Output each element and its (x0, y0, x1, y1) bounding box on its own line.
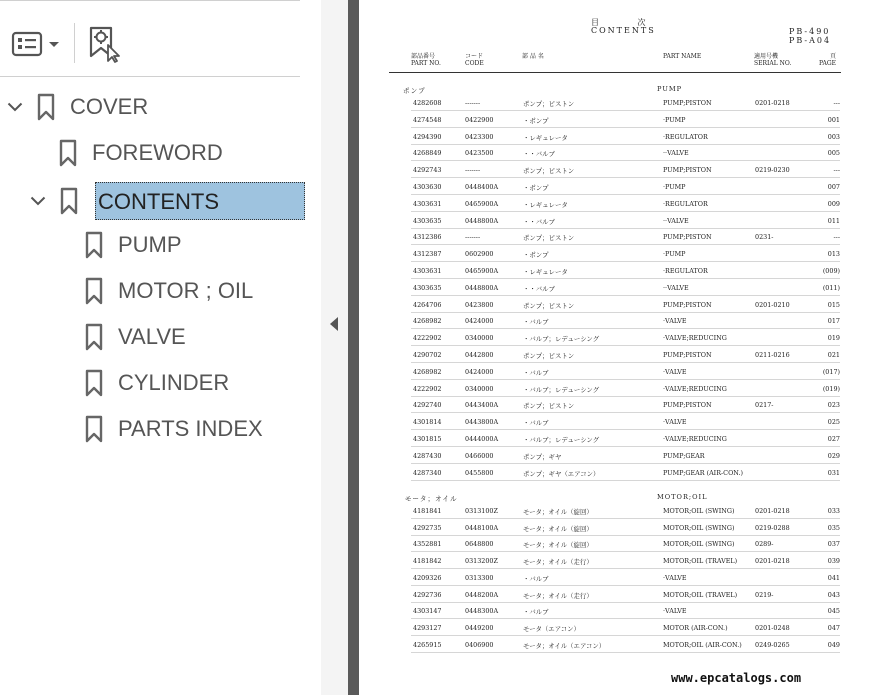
page-cell: 025 (827, 418, 840, 427)
table-row (411, 638, 840, 653)
section-heading: PUMP (657, 85, 683, 93)
page-cell: 001 (827, 115, 840, 124)
table-row (411, 365, 840, 380)
name-en-cell: ·VALVE (663, 418, 687, 427)
bookmark-label: MOTOR ; OIL (118, 278, 254, 303)
part-no-cell: 4301815 (413, 435, 442, 443)
code-cell: 0444000A (465, 435, 499, 443)
bookmark-label: VALVE (118, 324, 186, 349)
name-en-cell: ··VALVE (663, 149, 689, 158)
name-en-cell: PUMP;PISTON (663, 351, 712, 359)
find-current-bookmark-icon (86, 25, 122, 63)
name-jp-cell: ・レギュレータ (523, 200, 568, 209)
code-cell: 0602900 (465, 250, 494, 259)
code-cell: 0313300 (465, 573, 494, 582)
name-en-cell: ·REGULATOR (663, 199, 708, 208)
page-cell: 015 (827, 300, 840, 309)
part-no-cell: 4222902 (413, 384, 442, 393)
header-rule (389, 72, 841, 73)
serial-cell: 0201-0218 (755, 99, 790, 107)
name-jp-cell: ・ポンプ (523, 251, 549, 260)
table-row (411, 214, 840, 229)
page-cell: (011) (822, 283, 840, 292)
part-no-cell: 4292736 (413, 590, 442, 599)
name-en-cell: ·VALVE (663, 367, 687, 376)
page-cell: 021 (827, 351, 840, 359)
part-no-cell: 4292740 (413, 401, 442, 410)
part-no-cell: 4303631 (413, 267, 442, 275)
name-jp-cell: ・バルブ (523, 318, 549, 327)
column-header-part-no: 部品番号 PART NO. (411, 53, 441, 67)
part-no-cell: 4292743 (413, 166, 442, 175)
code-cell: 0313100Z (465, 507, 498, 515)
serial-cell: 0231- (755, 233, 774, 242)
bookmark-icon (84, 277, 104, 305)
code-cell: 0449200 (465, 623, 494, 632)
code-cell: 0424000 (465, 367, 494, 376)
column-header-serial: 適用号機 SERIAL NO. (754, 53, 792, 67)
bookmarks-panel (0, 0, 322, 695)
name-jp-cell: モータ；オイル（エアコン） (523, 641, 606, 650)
serial-cell: 0219- (755, 590, 774, 599)
part-no-cell: 4303635 (413, 283, 442, 292)
part-no-cell: 4294390 (413, 132, 442, 141)
page-cell: 011 (827, 216, 840, 225)
table-row (411, 247, 840, 262)
panel-splitter[interactable] (321, 0, 348, 695)
table-row (411, 264, 840, 279)
code-cell: 0443400A (465, 401, 499, 410)
table-row (411, 415, 840, 430)
name-jp-cell: ・レギュレータ (523, 133, 568, 142)
name-en-cell: ·PUMP (663, 183, 686, 191)
name-en-cell: MOTOR;OIL (AIR-CON.) (663, 640, 742, 649)
part-no-cell: 4268982 (413, 367, 442, 376)
bookmark-icon (84, 415, 104, 443)
part-no-cell: 4303635 (413, 216, 442, 225)
name-en-cell: MOTOR;OIL (SWING) (663, 540, 735, 549)
name-en-cell: ·VALVE (663, 317, 687, 326)
part-no-cell: 4301814 (413, 418, 442, 427)
bookmark-options-button[interactable] (8, 29, 66, 59)
serial-cell: 0201-0248 (755, 623, 790, 632)
column-header-name-en: PART NAME (663, 53, 702, 60)
bookmark-icon (58, 139, 78, 167)
name-jp-cell: ・ポンプ (523, 184, 549, 192)
table-row (411, 432, 840, 447)
name-en-cell: MOTOR;OIL (TRAVEL) (663, 557, 738, 566)
part-no-cell: 4312387 (413, 250, 442, 259)
page-cell: 007 (827, 183, 840, 191)
chevron-down-icon (48, 41, 60, 49)
serial-cell: 0201-0218 (755, 507, 790, 515)
serial-cell: 0289- (755, 540, 774, 549)
bookmarks-toolbar (0, 0, 300, 77)
page-cell: 003 (827, 132, 840, 141)
name-en-cell: PUMP;PISTON (663, 300, 712, 309)
page-cell: 041 (827, 573, 840, 582)
code-cell: 0422900 (465, 115, 494, 124)
column-header-code: コード CODE (465, 53, 484, 67)
bookmark-pump[interactable] (62, 225, 182, 265)
table-row (411, 163, 840, 178)
name-jp-cell: ポンプ；ピストン (523, 234, 575, 243)
table-row (411, 298, 840, 313)
table-row (411, 130, 840, 145)
table-row (411, 180, 840, 195)
table-row (411, 348, 840, 363)
part-no-cell: 4292735 (413, 523, 442, 532)
code-cell: ------- (465, 99, 481, 107)
name-en-cell: MOTOR;OIL (TRAVEL) (663, 590, 738, 599)
part-no-cell: 4352881 (413, 540, 442, 549)
page-cell: 039 (827, 557, 840, 566)
section-heading-jp: モータ；オイル (405, 495, 458, 503)
model-number: PB-A04 (789, 36, 832, 45)
table-row (411, 521, 840, 536)
table-row (411, 331, 840, 346)
page-title-jp: 目 次 (591, 18, 664, 27)
name-jp-cell: ポンプ；ピストン (523, 100, 575, 108)
code-cell: 0455800 (465, 468, 494, 477)
part-no-cell: 4268849 (413, 149, 442, 158)
bookmark-label: FOREWORD (92, 140, 223, 165)
page-cell: 013 (827, 250, 840, 259)
name-en-cell: PUMP;PISTON (663, 233, 712, 242)
name-en-cell: ··VALVE (663, 283, 689, 292)
bookmark-icon (84, 369, 104, 397)
page-cell: (017) (822, 367, 840, 376)
name-jp-cell: ・バルブ (523, 368, 549, 377)
name-jp-cell: ・バルブ (523, 608, 549, 617)
page-cell: 047 (827, 623, 840, 632)
page-cell: 035 (827, 523, 840, 532)
collapse-panel-button[interactable] (329, 316, 339, 336)
name-jp-cell: ・バルブ；レデューシング (523, 335, 600, 344)
name-en-cell: ·VALVE;REDUCING (663, 435, 727, 443)
code-cell: 0448400A (465, 183, 499, 191)
page-cell: 027 (827, 435, 840, 443)
chevron-left-icon (329, 316, 339, 332)
column-header-name-jp: 部 品 名 (522, 53, 544, 60)
table-row (411, 554, 840, 569)
page-cell: (009) (822, 267, 840, 275)
table-row (411, 621, 840, 636)
name-jp-cell: ポンプ；ピストン (523, 352, 575, 360)
page-cell: 017 (827, 317, 840, 326)
code-cell: 0448200A (465, 590, 499, 599)
table-row (411, 197, 840, 212)
bookmark-motor-oil[interactable] (62, 271, 253, 311)
name-en-cell: MOTOR;OIL (SWING) (663, 523, 735, 532)
name-jp-cell: ポンプ；ピストン (523, 301, 575, 310)
name-en-cell: ·VALVE (663, 607, 687, 616)
code-cell: 0423800 (465, 300, 494, 309)
name-en-cell: ·PUMP (663, 115, 686, 124)
part-no-cell: 4222902 (413, 334, 442, 343)
name-en-cell: PUMP;PISTON (663, 99, 712, 107)
page-cell: 005 (827, 149, 840, 158)
table-row (411, 604, 840, 619)
part-no-cell: 4181842 (413, 557, 442, 566)
section-heading: MOTOR;OIL (657, 493, 708, 501)
table-row (411, 146, 840, 161)
code-cell: 0442800 (465, 351, 494, 359)
table-row (411, 504, 840, 519)
code-cell: 0424000 (465, 317, 494, 326)
page-cell: 023 (827, 401, 840, 410)
part-no-cell: 4303631 (413, 199, 442, 208)
part-no-cell: 4209326 (413, 573, 442, 582)
serial-cell: 0201-0210 (755, 300, 790, 309)
code-cell: 0448100A (465, 523, 499, 532)
code-cell: 0406900 (465, 640, 494, 649)
name-jp-cell: ポンプ；ギヤ（エアコン） (523, 469, 600, 478)
page-cell: 019 (827, 334, 840, 343)
name-en-cell: ·PUMP (663, 250, 686, 259)
code-cell: 0465900A (465, 267, 499, 275)
toolbar-divider (0, 76, 300, 77)
name-en-cell: PUMP;GEAR (663, 451, 705, 460)
code-cell: ------- (465, 166, 481, 175)
part-no-cell: 4181841 (413, 507, 442, 515)
table-row (411, 398, 840, 413)
serial-cell: 0249-0265 (755, 640, 790, 649)
code-cell: 0448800A (465, 283, 499, 292)
code-cell: 0648800 (465, 540, 494, 549)
bookmark-icon (59, 187, 79, 215)
serial-cell: 0201-0218 (755, 557, 790, 566)
find-current-bookmark-button[interactable] (86, 25, 122, 63)
name-jp-cell: ・バルブ；レデューシング (523, 436, 600, 444)
name-jp-cell: モータ；オイル（走行） (523, 591, 593, 600)
bookmark-parts-index[interactable] (62, 409, 263, 449)
bookmark-label: CONTENTS (95, 182, 305, 220)
serial-cell: 0219-0288 (755, 523, 790, 532)
name-en-cell: PUMP;PISTON (663, 401, 712, 410)
code-cell: 0313200Z (465, 557, 498, 566)
part-no-cell: 4274548 (413, 115, 442, 124)
part-no-cell: 4303630 (413, 183, 442, 191)
toolbar-separator (74, 23, 75, 63)
page-title: CONTENTS (591, 26, 656, 35)
name-jp-cell: モータ（エアコン） (523, 624, 580, 633)
name-jp-cell: ・バルブ (523, 574, 549, 583)
code-cell: ------- (465, 233, 481, 242)
bookmark-valve[interactable] (62, 317, 186, 357)
part-no-cell: 4268982 (413, 317, 442, 326)
name-jp-cell: ・・バルブ (523, 150, 555, 159)
name-jp-cell: ポンプ；ギヤ (523, 452, 562, 461)
bookmark-label: PARTS INDEX (118, 416, 263, 441)
name-en-cell: PUMP;PISTON (663, 166, 712, 175)
part-no-cell: 4293127 (413, 623, 442, 632)
name-jp-cell: モータ；オイル（旋回） (523, 508, 593, 516)
name-en-cell: ··VALVE (663, 216, 689, 225)
bookmark-contents[interactable] (27, 181, 305, 221)
name-jp-cell: モータ；オイル（旋回） (523, 524, 593, 533)
page-cell: 031 (827, 468, 840, 477)
page-cell: 045 (827, 607, 840, 616)
serial-cell: 0219-0230 (755, 166, 790, 175)
section-heading-jp: ポンプ (403, 87, 426, 95)
code-cell: 0423300 (465, 132, 494, 141)
part-no-cell: 4265915 (413, 640, 442, 649)
code-cell: 0448300A (465, 607, 499, 616)
name-en-cell: PUMP;GEAR (AIR-CON.) (663, 468, 744, 477)
part-no-cell: 4312386 (413, 233, 442, 242)
document-page (359, 0, 882, 695)
bookmark-icon (84, 323, 104, 351)
serial-cell: 0211-0216 (755, 351, 790, 359)
table-row (411, 449, 840, 464)
watermark: www.epcatalogs.com (671, 671, 802, 685)
serial-cell: 0217- (755, 401, 774, 410)
model-number: PB-490 (789, 27, 831, 36)
part-no-cell: 4264706 (413, 300, 442, 309)
bookmark-icon (84, 231, 104, 259)
bookmark-cylinder[interactable] (62, 363, 229, 403)
name-jp-cell: ・バルブ；レデューシング (523, 385, 600, 394)
table-row (411, 466, 840, 481)
chevron-down-icon[interactable] (27, 181, 49, 221)
table-row (411, 281, 840, 296)
name-en-cell: ·VALVE;REDUCING (663, 334, 727, 343)
table-row (411, 382, 840, 397)
bookmark-label: PUMP (118, 232, 182, 257)
name-en-cell: MOTOR;OIL (SWING) (663, 507, 735, 515)
code-cell: 0466000 (465, 451, 494, 460)
page-cell: 043 (827, 590, 840, 599)
page-cell: 029 (827, 451, 840, 460)
page-cell: --- (833, 166, 840, 175)
code-cell: 0443800A (465, 418, 499, 427)
table-row (411, 230, 840, 245)
table-row (411, 96, 840, 111)
table-row (411, 588, 840, 603)
part-no-cell: 4282608 (413, 99, 442, 107)
name-jp-cell: モータ；オイル（走行） (523, 558, 593, 567)
table-row (411, 113, 840, 128)
page-cell: (019) (822, 384, 840, 393)
page-cell: 037 (827, 540, 840, 549)
column-header-page: 頁 PAGE (819, 53, 836, 67)
name-en-cell: ·VALVE (663, 573, 687, 582)
code-cell: 0340000 (465, 334, 494, 343)
code-cell: 0423500 (465, 149, 494, 158)
page-cell: 009 (827, 199, 840, 208)
bookmark-icon (36, 93, 56, 121)
page-cell: --- (833, 233, 840, 242)
part-no-cell: 4290702 (413, 351, 442, 359)
name-jp-cell: ・・バルブ (523, 217, 555, 226)
table-row (411, 537, 840, 552)
part-no-cell: 4303147 (413, 607, 442, 616)
table-row (411, 571, 840, 586)
table-row (411, 314, 840, 329)
bookmark-cover[interactable] (4, 87, 148, 127)
code-cell: 0448800A (465, 216, 499, 225)
code-cell: 0340000 (465, 384, 494, 393)
bookmark-label: COVER (70, 94, 149, 119)
name-en-cell: ·REGULATOR (663, 132, 708, 141)
bookmark-options-icon (10, 30, 44, 58)
name-jp-cell: ・ポンプ (523, 116, 549, 125)
page-cell: 049 (827, 640, 840, 649)
name-en-cell: ·REGULATOR (663, 267, 708, 275)
name-jp-cell: ・レギュレータ (523, 268, 568, 276)
name-en-cell: ·VALVE;REDUCING (663, 384, 727, 393)
name-jp-cell: ・バルブ (523, 419, 549, 428)
bookmark-foreword[interactable] (26, 133, 223, 173)
name-jp-cell: ・・バルブ (523, 284, 555, 293)
name-jp-cell: ポンプ；ピストン (523, 167, 575, 176)
name-en-cell: MOTOR (AIR-CON.) (663, 623, 728, 632)
bookmark-label: CYLINDER (118, 370, 230, 395)
name-jp-cell: ポンプ；ピストン (523, 402, 575, 411)
part-no-cell: 4287430 (413, 451, 442, 460)
name-jp-cell: モータ；オイル（旋回） (523, 541, 593, 550)
part-no-cell: 4287340 (413, 468, 442, 477)
chevron-down-icon[interactable] (4, 87, 26, 127)
page-cell: --- (833, 99, 840, 107)
code-cell: 0465900A (465, 199, 499, 208)
page-cell: 033 (827, 507, 840, 515)
